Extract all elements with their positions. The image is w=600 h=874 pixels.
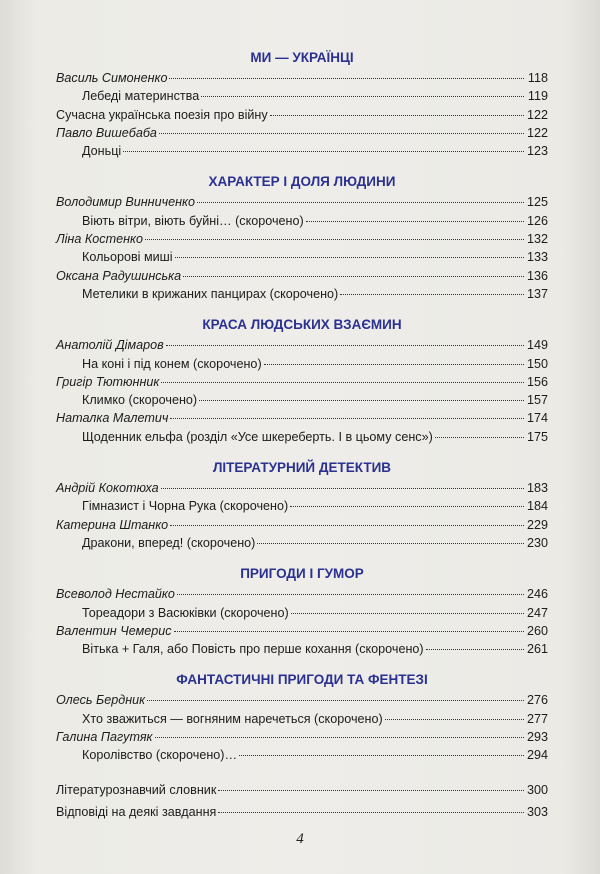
- entry-page-number: 184: [526, 499, 548, 514]
- entry-title: Літературознавчий словник: [56, 782, 217, 797]
- author-name: Оксана Радушинська: [56, 268, 182, 283]
- toc-entry-work: [56, 142, 548, 160]
- dot-leader: [239, 744, 524, 756]
- author-name: Василь Симоненко: [56, 71, 168, 85]
- entry-page-number: 294: [526, 748, 548, 763]
- dot-leader: [147, 689, 524, 701]
- section-entries: [56, 691, 548, 764]
- entry-page-number: 293: [526, 730, 548, 745]
- section-title: МИ — УКРАЇНЦІ: [250, 50, 354, 65]
- dot-leader: [123, 140, 524, 152]
- dot-leader: [201, 85, 524, 97]
- appendix-entries: [56, 779, 548, 823]
- entry-title: Климко (скорочено): [82, 393, 198, 408]
- dot-leader: [199, 389, 524, 401]
- entry-title: Віють вітри, віють буйні… (скорочено): [82, 213, 304, 228]
- dot-leader: [183, 265, 524, 277]
- dot-leader: [177, 583, 524, 595]
- entry-title: Кольорові миші: [82, 250, 173, 265]
- author-name: Павло Вишебаба: [56, 125, 157, 140]
- entry-page-number: 260: [526, 623, 548, 638]
- dot-leader: [290, 495, 524, 507]
- entry-page-number: 150: [526, 356, 548, 371]
- section-entries: [56, 193, 548, 303]
- author-name: Валентин Чемерис: [56, 623, 172, 638]
- section-title: ФАНТАСТИЧНІ ПРИГОДИ ТА ФЕНТЕЗІ: [176, 672, 428, 688]
- entry-title: Лебеді материнства: [82, 89, 200, 104]
- dot-leader: [159, 122, 524, 134]
- dot-leader: [435, 426, 524, 438]
- author-name: Галина Пагутяк: [56, 730, 153, 745]
- section-entries: [56, 336, 548, 446]
- table-of-contents: [56, 47, 548, 823]
- author-name: Володимир Винниченко: [56, 195, 196, 210]
- dot-leader: [197, 191, 524, 203]
- dot-leader: [166, 334, 524, 346]
- dot-leader: [340, 283, 524, 295]
- dot-leader: [170, 407, 524, 419]
- dot-leader: [155, 726, 525, 738]
- section-title: ХАРАКТЕР І ДОЛЯ ЛЮДИНИ: [208, 174, 396, 190]
- entry-page-number: 132: [526, 232, 548, 247]
- dot-leader: [161, 371, 524, 383]
- entry-title: Гімназист і Чорна Рука (скорочено): [82, 499, 289, 514]
- section-title: КРАСА ЛЮДСЬКИХ ВЗАЄМИН: [202, 317, 402, 333]
- author-name: Катерина Штанко: [56, 517, 169, 532]
- author-name: Ліна Костенко: [56, 232, 143, 247]
- entry-title: Метелики в крижаних панцирах (скорочено): [82, 286, 339, 301]
- entry-title: Доньці: [82, 144, 122, 159]
- dot-leader: [170, 514, 524, 526]
- author-name: Григір Тютюнник: [56, 374, 160, 389]
- entry-title: Хто зважиться — вогняним наречеться (скорочено): [82, 711, 383, 726]
- dot-leader: [306, 210, 524, 222]
- entry-page-number: 230: [526, 535, 548, 550]
- entry-page-number: 137: [526, 286, 548, 301]
- entry-title: Відповіді на деякі завдання: [56, 804, 217, 819]
- section-entries: [56, 585, 548, 658]
- toc-entry-work: [56, 285, 548, 303]
- dot-leader: [257, 532, 524, 544]
- entry-page-number: 277: [526, 711, 548, 726]
- author-name: Наталка Малетич: [56, 411, 169, 426]
- toc-entry-work: [56, 534, 548, 552]
- entry-page-number: 276: [526, 693, 548, 708]
- section-entries: [56, 69, 548, 160]
- author-name: Андрій Кокотюха: [56, 481, 159, 496]
- dot-leader: [218, 801, 524, 813]
- entry-page-number: 125: [526, 195, 548, 210]
- entry-page-number: 133: [526, 250, 548, 265]
- dot-leader: [174, 620, 524, 632]
- dot-leader: [291, 602, 524, 614]
- dot-leader: [145, 228, 524, 240]
- entry-page-number: 229: [526, 517, 548, 532]
- section-title: ЛІТЕРАТУРНИЙ ДЕТЕКТИВ: [212, 460, 392, 476]
- section-title: ПРИГОДИ І ГУМОР: [240, 566, 364, 582]
- entry-page-number: 261: [526, 642, 548, 657]
- toc-entry-work: [56, 428, 548, 446]
- dot-leader: [385, 708, 524, 720]
- entry-page-number: 149: [526, 338, 548, 353]
- entry-page-number: 183: [526, 481, 548, 496]
- entry-page-number: 126: [526, 213, 548, 228]
- section-entries: [56, 479, 548, 552]
- entry-page-number: 247: [526, 605, 548, 620]
- entry-title: На коні і під конем (скорочено): [82, 356, 262, 371]
- dot-leader: [270, 104, 524, 116]
- toc-entry-work: [56, 640, 548, 658]
- page-number: 4: [296, 831, 304, 847]
- dot-leader: [426, 638, 524, 650]
- dot-leader: [218, 779, 524, 791]
- entry-page-number: 157: [526, 393, 548, 408]
- dot-leader: [161, 477, 524, 489]
- toc-entry-work: [56, 746, 548, 764]
- entry-page-number: 136: [526, 268, 548, 283]
- entry-page-number: 122: [526, 107, 548, 122]
- entry-page-number: 119: [527, 89, 548, 104]
- author-name: Анатолій Дімаров: [56, 338, 164, 353]
- entry-page-number: 300: [526, 782, 548, 797]
- entry-title: Дракони, вперед! (скорочено): [82, 535, 256, 550]
- dot-leader: [264, 353, 524, 365]
- entry-title: Вітька + Галя, або Повість про перше кохання (скорочено): [82, 642, 424, 657]
- dot-leader: [175, 246, 524, 258]
- entry-page-number: 175: [526, 429, 548, 444]
- entry-title: Королівство (скорочено)…: [82, 748, 238, 763]
- entry-page-number: 123: [526, 144, 548, 159]
- entry-title: Тореадори з Васюківки (скорочено): [82, 605, 289, 620]
- entry-page-number: 122: [526, 125, 548, 140]
- toc-entry-plain: [56, 779, 548, 801]
- toc-entry-plain: [56, 801, 548, 823]
- entry-page-number: 118: [527, 71, 548, 85]
- entry-title: Сучасна українська поезія про війну: [56, 107, 268, 122]
- entry-page-number: 303: [526, 804, 548, 819]
- entry-page-number: 156: [526, 374, 548, 389]
- author-name: Всеволод Нестайко: [56, 587, 175, 602]
- dot-leader: [169, 67, 524, 79]
- author-name: Олесь Бердник: [56, 693, 146, 708]
- entry-page-number: 174: [526, 411, 548, 426]
- entry-page-number: 246: [526, 587, 548, 602]
- entry-title: Щоденник ельфа (розділ «Усе шкереберть. І в цьому сенс»): [82, 429, 433, 444]
